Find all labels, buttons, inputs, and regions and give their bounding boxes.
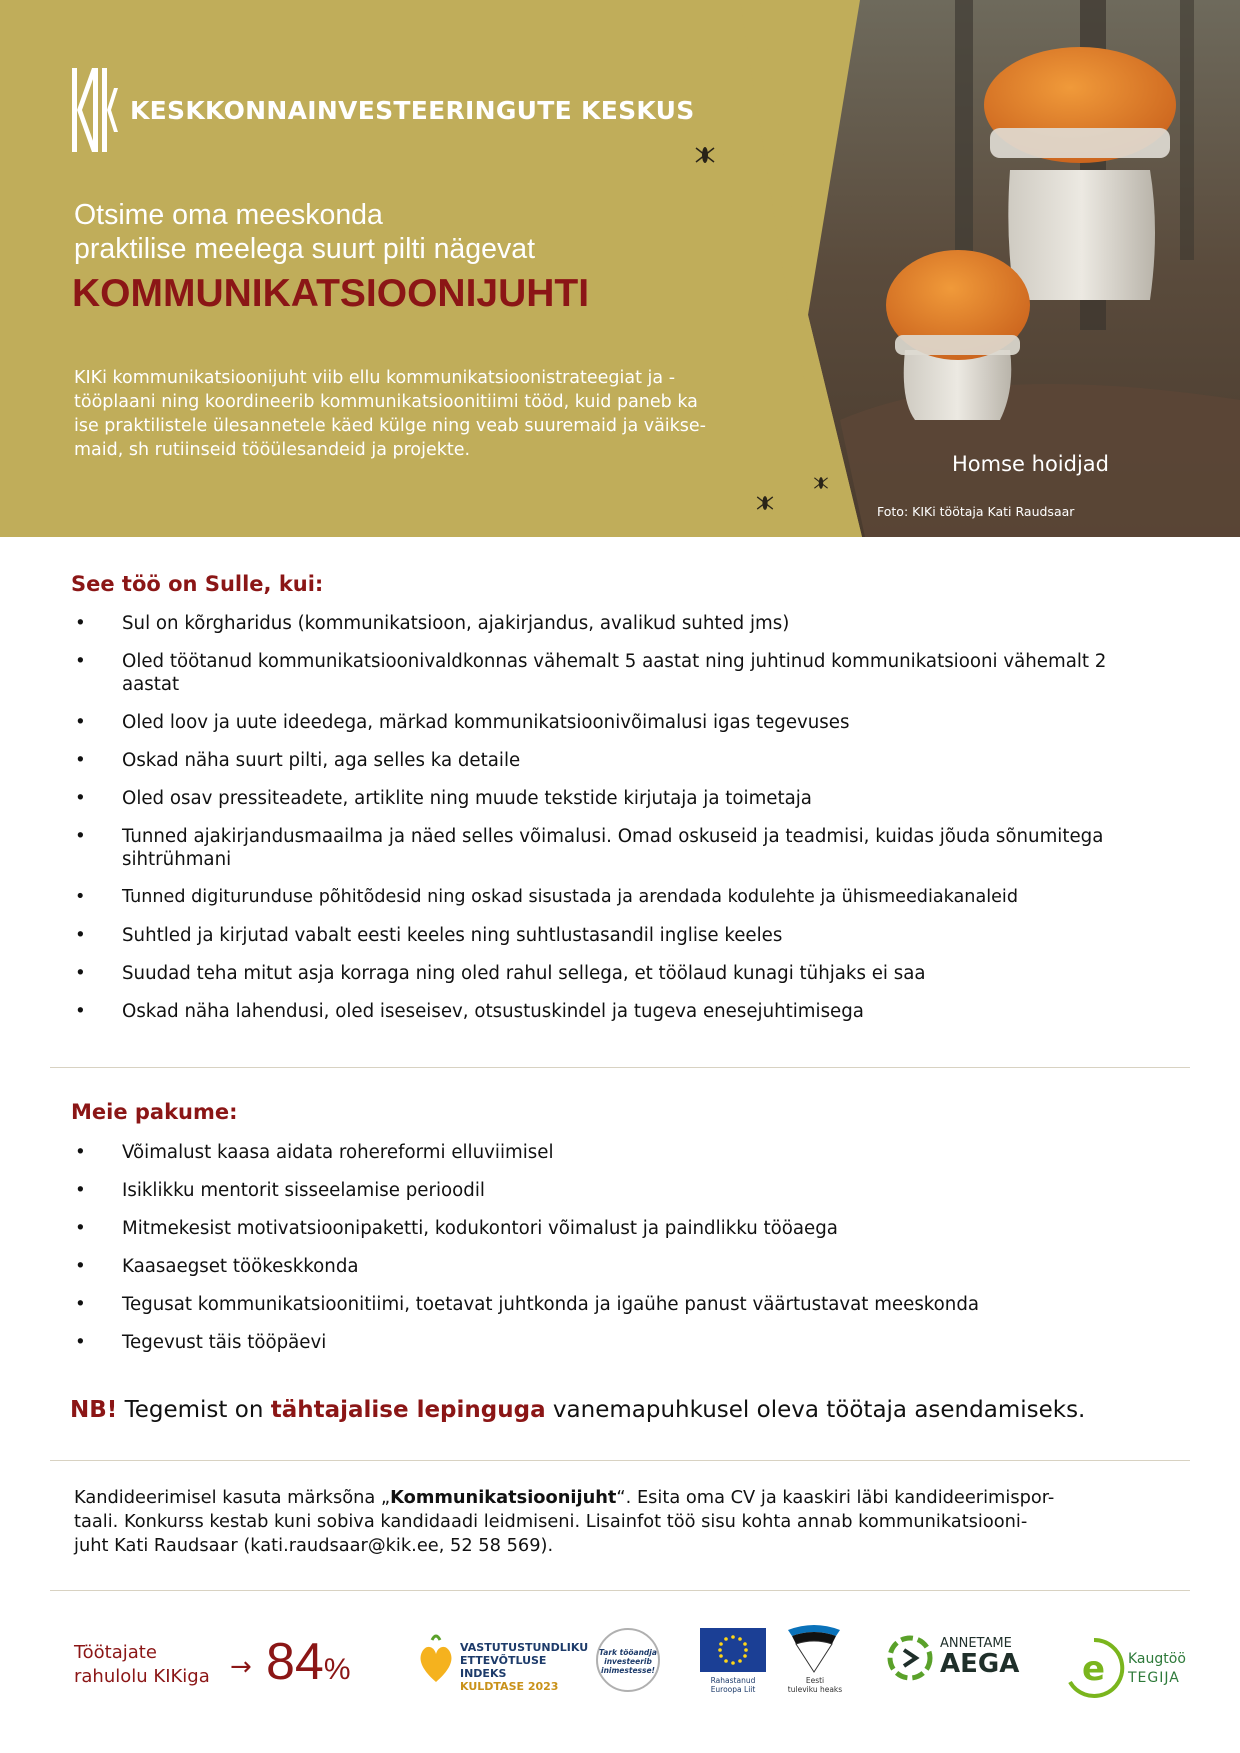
- kik-logo: [72, 68, 695, 152]
- bullet-icon: •: [75, 1332, 86, 1353]
- list-item: [72, 886, 1202, 909]
- list-item-text: Tunned digiturunduse põhitõdesid ning oskad sisustada ja arendada kodulehte ja ühismeediakanaleid: [122, 887, 1018, 907]
- list-item: [72, 749, 1202, 772]
- donate-time-badge: [884, 1630, 1024, 1686]
- bullet-icon: •: [75, 887, 86, 907]
- satisfaction-label-line: rahulolu KIKiga: [74, 1666, 210, 1687]
- badge-text: KULDTASE 2023: [460, 1680, 559, 1693]
- remote-work-e-icon: [1062, 1636, 1126, 1700]
- list-item: [72, 1293, 1202, 1316]
- photo-caption: Homse hoidjad: [952, 452, 1109, 476]
- org-name: KESKKONNAINVESTEERINGUTE KESKUS: [130, 95, 695, 125]
- offer-list: [72, 1141, 1202, 1369]
- job-description: [74, 366, 810, 462]
- bullet-icon: •: [75, 788, 86, 809]
- list-item: [72, 1331, 1202, 1354]
- badge-text: Rahastanud: [710, 1676, 756, 1685]
- bullet-icon: •: [75, 750, 86, 771]
- intro-line: praktilise meelega suurt pilti nägevat: [74, 233, 535, 265]
- bullet-icon: •: [75, 1001, 86, 1022]
- bullet-icon: •: [75, 1142, 86, 1163]
- eu-funding-badge: [698, 1628, 768, 1700]
- note-highlight: tähtajalise lepinguga: [270, 1397, 546, 1423]
- clock-icon: [884, 1632, 936, 1684]
- application-info: [74, 1486, 1184, 1558]
- satisfaction-label-line: Töötajate: [74, 1642, 157, 1663]
- list-item: [72, 1000, 1202, 1023]
- list-item-text: Oled töötanud kommunikatsioonivaldkonnas vähemalt 5 aastat ning juhtinud kommunikatsiooni vähemalt 2 aastat: [122, 651, 1107, 695]
- estonia-badge: [784, 1622, 846, 1698]
- list-item: [72, 924, 1202, 947]
- list-item: [72, 787, 1202, 810]
- list-item-text: Mitmekesist motivatsioonipaketti, kodukontori võimalust ja paindlikku tööaega: [122, 1218, 838, 1239]
- badge-text: TEGIJA: [1128, 1670, 1180, 1686]
- apply-text: Kandideerimisel kasuta märksõna „: [74, 1487, 391, 1508]
- ant-icon: [690, 140, 720, 170]
- badge-text: VASTUTUSTUNDLIKU: [460, 1641, 589, 1654]
- bullet-icon: •: [75, 963, 86, 984]
- apply-line: taali. Konkurss kestab kuni sobiva kandidaadi leidmiseni. Lisainfot töö sisu kohta annab kommunikatsiooni-: [74, 1511, 1028, 1532]
- description-line: maid, sh rutiinseid tööülesandeid ja projekte.: [74, 440, 471, 460]
- note-text: vanemapuhkusel oleva töötaja asendamiseks.: [545, 1397, 1086, 1423]
- list-item: [72, 1141, 1202, 1164]
- list-item-text: Tegevust täis tööpäevi: [122, 1332, 327, 1353]
- badge-text: Kaugtöö: [1128, 1651, 1186, 1667]
- satisfaction-value: [266, 1632, 351, 1692]
- note-text: Tegemist on: [117, 1397, 271, 1423]
- responsible-business-badge: [416, 1632, 589, 1693]
- list-item-text: Tunned ajakirjandusmaailma ja näed selles võimalusi. Omad oskuseid ja teadmisi, kuidas jõuda sõnumitega sihtrühmani: [122, 826, 1104, 870]
- list-item-text: Tegusat kommunikatsioonitiimi, toetavat juhtkonda ja igaühe panust väärtustavat meeskonda: [122, 1294, 980, 1315]
- badge-text: Eesti: [805, 1676, 825, 1685]
- list-item-text: Oskad näha suurt pilti, aga selles ka detaile: [122, 750, 521, 771]
- badge-text: tuleviku heaks: [787, 1685, 843, 1694]
- bullet-icon: •: [75, 1180, 86, 1201]
- bullet-icon: •: [75, 613, 86, 634]
- heart-hands-icon: [416, 1632, 456, 1686]
- bullet-icon: •: [75, 712, 86, 733]
- estonia-swallow-icon: [784, 1622, 844, 1674]
- satisfaction-label: [74, 1641, 210, 1689]
- bullet-icon: •: [75, 1218, 86, 1239]
- list-item: [72, 962, 1202, 985]
- list-item: [72, 1179, 1202, 1202]
- list-item: [72, 825, 1202, 871]
- nb-label: NB!: [70, 1397, 118, 1423]
- badge-text: ETTEVÕTLUSE INDEKS: [460, 1654, 547, 1680]
- list-item: [72, 1255, 1202, 1278]
- offer-heading: Meie pakume:: [71, 1100, 238, 1124]
- divider: [50, 1460, 1190, 1461]
- svg-text:e: e: [1082, 1649, 1106, 1689]
- ant-icon: [810, 472, 832, 494]
- apply-line: [74, 1486, 1184, 1510]
- badge-text: AEGA: [940, 1649, 1020, 1679]
- list-item-text: Võimalust kaasa aidata rohereformi elluviimisel: [122, 1142, 554, 1163]
- satisfaction-unit: %: [323, 1653, 351, 1686]
- description-line: KIKi kommunikatsioonijuht viib ellu kommunikatsioonistrateegiat ja -: [74, 368, 676, 388]
- list-item: [72, 650, 1202, 696]
- list-item-text: Kaasaegset töökeskkonda: [122, 1256, 359, 1277]
- bullet-icon: •: [75, 1256, 86, 1277]
- list-item: [72, 612, 1202, 635]
- list-item-text: Isiklikku mentorit sisseelamise perioodil: [122, 1180, 485, 1201]
- bullet-icon: •: [75, 826, 86, 847]
- badge-text: Tark tööandja: [599, 1648, 657, 1657]
- apply-text: “. Esita oma CV ja kaaskiri läbi kandideerimispor-: [616, 1487, 1055, 1508]
- contract-note: [70, 1397, 1085, 1423]
- list-item: [72, 711, 1202, 734]
- list-item-text: Oskad näha lahendusi, oled iseseisev, otsustuskindel ja tugeva enesejuhtimisega: [122, 1001, 864, 1022]
- satisfaction-number: 84: [266, 1633, 324, 1691]
- bullet-icon: •: [75, 651, 86, 672]
- smart-employer-badge: [596, 1628, 660, 1692]
- intro-line: Otsime oma meeskonda: [74, 199, 383, 231]
- requirements-list: [72, 612, 1202, 1038]
- divider: [50, 1067, 1190, 1068]
- badge-text: ANNETAME: [940, 1636, 1012, 1651]
- badge-text: Euroopa Liit: [710, 1685, 756, 1694]
- list-item-text: Oled osav pressiteadete, artiklite ning muude tekstide kirjutaja ja toimetaja: [122, 788, 812, 809]
- badge-text: investeerib: [604, 1657, 652, 1666]
- kik-logo-mark: [72, 68, 118, 152]
- bullet-icon: •: [75, 1294, 86, 1315]
- description-line: tööplaani ning koordineerib kommunikatsioonitiimi tööd, kuid paneb ka: [74, 392, 698, 412]
- job-title: KOMMUNIKATSIOONIJUHTI: [72, 272, 590, 315]
- list-item-text: Oled loov ja uute ideedega, märkad kommunikatsioonivõimalusi igas tegevuses: [122, 712, 850, 733]
- intro-text: [74, 198, 535, 266]
- description-line: ise praktilistele ülesannetele käed külge ning veab suuremaid ja väikse-: [74, 416, 706, 436]
- arrow-right-icon: →: [230, 1652, 252, 1682]
- badge-text: inimestesse!: [601, 1666, 655, 1675]
- divider: [50, 1590, 1190, 1591]
- list-item-text: Suudad teha mitut asja korraga ning oled rahul sellega, et töölaud kunagi tühjaks ei saa: [122, 963, 926, 984]
- remote-work-badge: [1062, 1636, 1194, 1700]
- apply-line: juht Kati Raudsaar (kati.raudsaar@kik.ee, 52 58 569).: [74, 1535, 554, 1556]
- requirements-heading: See töö on Sulle, kui:: [71, 572, 324, 596]
- list-item-text: Sul on kõrgharidus (kommunikatsioon, ajakirjandus, avalikud suhted jms): [122, 613, 790, 634]
- bullet-icon: •: [75, 925, 86, 946]
- apply-keyword: Kommunikatsioonijuht: [390, 1487, 617, 1508]
- header-banner: [0, 0, 1240, 537]
- eu-flag-icon: [700, 1628, 766, 1672]
- list-item: [72, 1217, 1202, 1240]
- list-item-text: Suhtled ja kirjutad vabalt eesti keeles ning suhtlustasandil inglise keeles: [122, 925, 783, 946]
- photo-credit: Foto: KIKi töötaja Kati Raudsaar: [877, 504, 1075, 519]
- ant-icon: [752, 490, 778, 516]
